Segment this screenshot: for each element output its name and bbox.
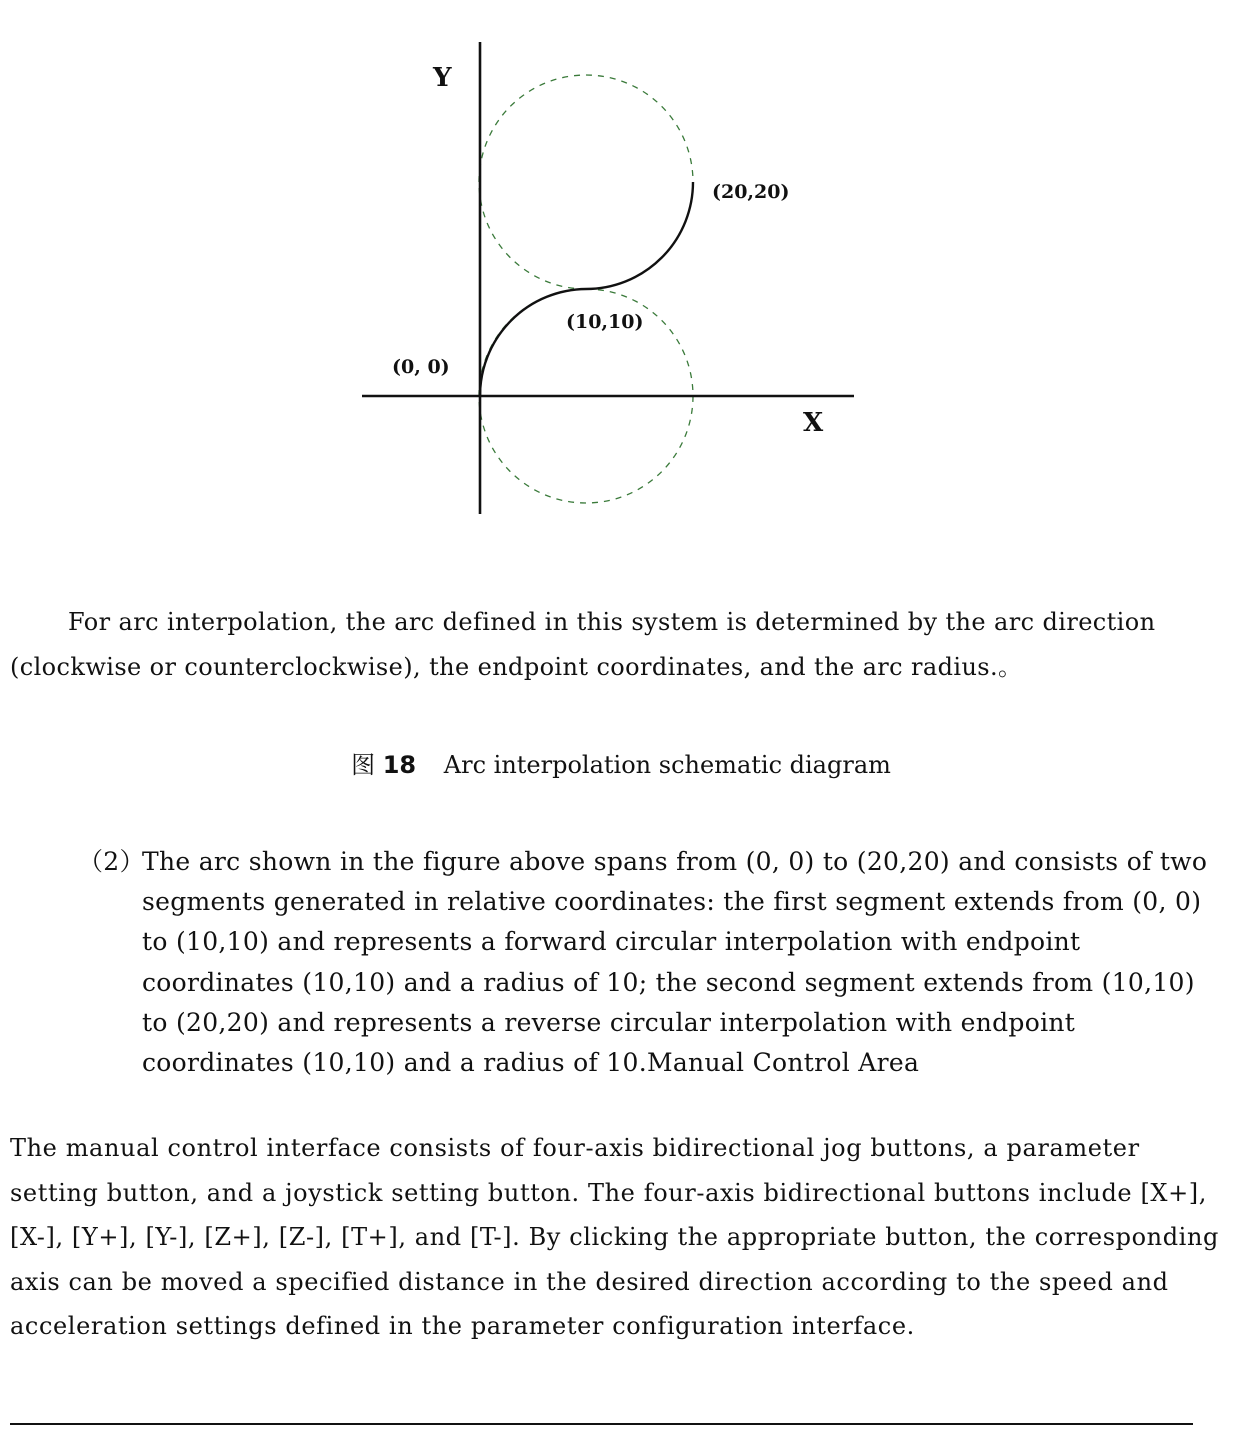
list-item-text: The arc shown in the figure above spans from (0, 0) to (20,20) and consists of two segments generated in relative coordinates: the first segment extends from (0, 0) to (10,10) and represents a forward circular interpolation with endpoint coordinates (10,10) and a radius of 10; the second segment extends from (10,10) to (20,20) and represents a reverse circular interpolation with endpoint coordinates (10,10) and a radius of 10.Manual Control Area [142,847,1208,1078]
caption-prefix: 图 [351,751,376,779]
y-axis-label: Y [433,63,452,93]
mid-point-label: (10,10) [566,311,644,333]
footnote-divider [10,1423,1193,1425]
intro-paragraph: For arc interpolation, the arc defined in this system is determined by the arc direction (clockwise or counterclockwise), the endpoint coordinates, and the arc radius.。 [10,608,1156,681]
arc-interpolation-figure [340,30,880,530]
caption-text: Arc interpolation schematic diagram [443,751,891,779]
list-item-marker: （2） [78,847,145,876]
manual-control-paragraph: The manual control interface consists of four-axis bidirectional jog buttons, a parameter setting button, and a joystick setting button. The four-axis bidirectional buttons include [X+], [X-], [Y+], [Y-], [Z+], [Z-], [T+], and [T-]. By clicking the appropriate button, the corresponding axis can be moved a specified distance in the desired direction according to the speed and acceleration settings defined in the parameter configuration interface. [10,1134,1219,1340]
arc-path [480,182,693,396]
origin-point-label: (0, 0) [392,356,450,378]
x-axis-label: X [803,408,824,438]
caption-number: 18 [382,751,417,779]
list-item-2 [78,842,1228,1083]
figure-caption [0,745,1242,780]
end-point-label: (20,20) [712,181,790,203]
arc-diagram [340,30,880,530]
